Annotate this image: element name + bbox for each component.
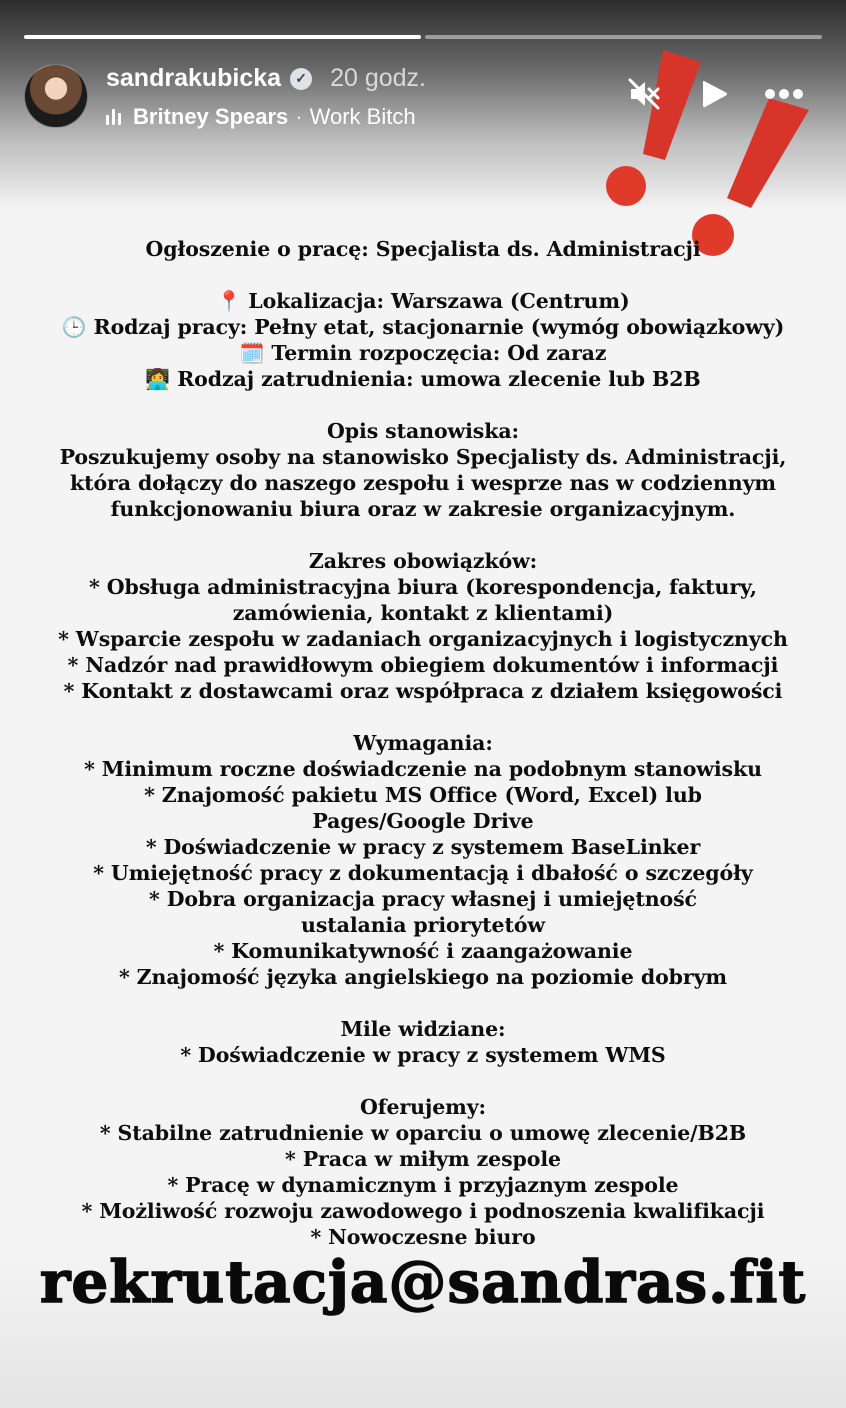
duties-heading: Zakres obowiązków: <box>308 549 538 573</box>
list-item: * Komunikatywność i zaangażowanie <box>213 939 633 963</box>
music-info[interactable] <box>106 104 416 130</box>
username[interactable]: sandrakubicka <box>106 64 282 92</box>
technologist-icon: 👩‍💻 <box>145 367 171 391</box>
more-options-button[interactable] <box>764 74 804 114</box>
list-item: * Wsparcie zespołu w zadaniach organizacyjnych i logistycznych <box>58 627 788 651</box>
play-icon <box>699 78 729 110</box>
list-item: * Znajomość języka angielskiego na poziomie dobrym <box>119 965 727 989</box>
pin-icon: 📍 <box>216 289 242 313</box>
progress-segment <box>24 35 421 39</box>
list-item: * Doświadczenie w pracy z systemem BaseLinker <box>145 835 701 859</box>
job-post-text <box>40 236 806 1250</box>
detail-work-type: 🕒 Rodzaj pracy: Pełny etat, stacjonarnie (wymóg obowiązkowy) <box>61 315 785 339</box>
post-title: Ogłoszenie o pracę: Specjalista ds. Administracji <box>145 237 701 261</box>
music-bars-icon <box>106 109 121 125</box>
list-item: * Pracę w dynamicznym i przyjaznym zespole <box>167 1173 679 1197</box>
story-controls <box>624 74 804 114</box>
list-item: * Kontakt z dostawcami oraz współpraca z działem księgowości <box>63 679 783 703</box>
list-item: * Stabilne zatrudnienie w oparciu o umowę zlecenie/B2B <box>99 1121 747 1145</box>
mute-button[interactable] <box>624 74 664 114</box>
music-separator: · <box>295 104 303 129</box>
list-item: * Znajomość pakietu MS Office (Word, Excel) lub Pages/Google Drive <box>144 783 702 833</box>
list-item: * Doświadczenie w pracy z systemem WMS <box>180 1043 666 1067</box>
username-row <box>106 64 426 93</box>
story-header <box>24 62 822 132</box>
list-item: * Obsługa administracyjna biura (korespondencja, faktury, zamówienia, kontakt z klientami) <box>89 575 757 625</box>
list-item: * Umiejętność pracy z dokumentacją i dbałość o szczegóły <box>93 861 753 885</box>
offer-heading: Oferujemy: <box>359 1095 487 1119</box>
description-text: Poszukujemy osoby na stanowisko Specjalisty ds. Administracji, która dołączy do naszego zespołu i wesprze nas w codziennym funkcjonowaniu biura oraz w zakresie organizacyjnym. <box>59 445 787 521</box>
nice-to-have-heading: Mile widziane: <box>340 1017 506 1041</box>
more-icon <box>764 88 804 100</box>
list-item: * Nowoczesne biuro <box>310 1225 536 1249</box>
music-artist: Britney Spears <box>133 104 289 129</box>
detail-location: 📍 Lokalizacja: Warszawa (Centrum) <box>216 289 630 313</box>
description-heading: Opis stanowiska: <box>327 419 519 443</box>
list-item: * Praca w miłym zespole <box>285 1147 561 1171</box>
detail-start-date: 🗓️ Termin rozpoczęcia: Od zaraz <box>239 341 607 365</box>
progress-segment <box>425 35 822 39</box>
calendar-icon: 🗓️ <box>239 341 265 365</box>
music-title: Work Bitch <box>309 104 416 129</box>
play-button[interactable] <box>694 74 734 114</box>
verified-badge-icon: ✓ <box>290 68 312 90</box>
detail-contract: 👩‍💻 Rodzaj zatrudnienia: umowa zlecenie lub B2B <box>145 367 701 391</box>
contact-email: rekrutacja@sandras.fit <box>39 1248 807 1316</box>
list-item: * Możliwość rozwoju zawodowego i podnoszenia kwalifikacji <box>81 1199 765 1223</box>
clock-icon: 🕒 <box>61 315 87 339</box>
list-item: * Nadzór nad prawidłowym obiegiem dokumentów i informacji <box>67 653 779 677</box>
avatar[interactable] <box>24 64 88 128</box>
requirements-heading: Wymagania: <box>353 731 493 755</box>
mute-icon <box>627 77 661 111</box>
list-item: * Minimum roczne doświadczenie na podobnym stanowisku <box>84 757 762 781</box>
list-item: * Dobra organizacja pracy własnej i umiejętność ustalania priorytetów <box>149 887 697 937</box>
post-time: 20 godz. <box>330 64 427 92</box>
